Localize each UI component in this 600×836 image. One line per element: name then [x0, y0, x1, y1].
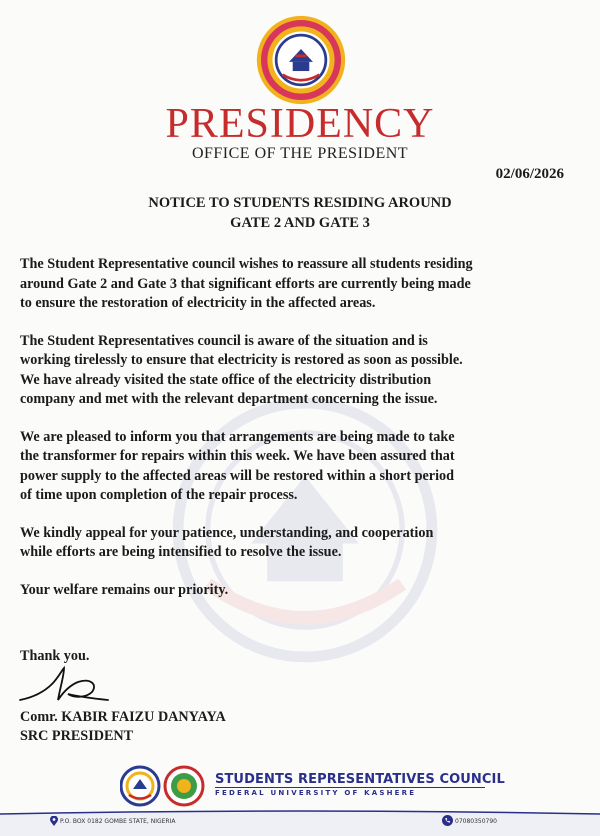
body-line: around Gate 2 and Gate 3 that significant efforts are currently being made [20, 275, 471, 292]
signature-mark [18, 664, 110, 708]
body-line: working tirelessly to ensure that electricity is restored as soon as possible. [20, 352, 463, 368]
body-line: power supply to the affected areas will be restored within a short period [20, 467, 455, 484]
presidency-heading: PRESIDENCY [165, 101, 435, 147]
footer-logos [120, 765, 210, 807]
body-line: to ensure the restoration of electricity in the affected areas. [20, 295, 376, 311]
office-subheading: OFFICE OF THE PRESIDENT [191, 145, 409, 162]
paragraph-priority [20, 581, 580, 601]
footer-address: P.O. BOX 0182 GOMBE STATE, NIGERIA [60, 818, 176, 825]
notice-body [20, 255, 580, 618]
body-line: The Student Representative council wishes to reassure all students residing [20, 256, 473, 272]
footer-phone: 07080350790 [455, 818, 497, 825]
signatory-role: SRC PRESIDENT [20, 728, 134, 744]
body-line: of time upon completion of the repair process. [20, 487, 298, 503]
paragraph-appeal [20, 524, 580, 563]
notice-date: 02/06/2026 [495, 166, 564, 182]
signatory [20, 708, 226, 746]
body-line: We have already visited the state office of the electricity distribution [20, 371, 432, 388]
body-line: the transformer for repairs within this week. We have been assured that [20, 448, 455, 464]
body-line: We kindly appeal for your patience, understanding, and cooperation [20, 524, 434, 541]
notice-title [0, 193, 600, 233]
notice-title-line: NOTICE TO STUDENTS RESIDING AROUND [148, 195, 452, 211]
body-line: The Student Representatives council is aware of the situation and is [20, 332, 428, 349]
paragraph-awareness [20, 332, 580, 410]
body-line: company and met with the relevant department concerning the issue. [20, 391, 438, 407]
thank-you: Thank you. [20, 648, 90, 664]
body-line: We are pleased to inform you that arrangements are being made to take [20, 428, 455, 445]
notice-title-line: GATE 2 AND GATE 3 [230, 215, 370, 231]
src-logo-icon [121, 767, 159, 805]
university-name: FEDERAL UNIVERSITY OF KASHERE [215, 789, 417, 797]
phone-icon [442, 815, 453, 826]
body-line: while efforts are being intensified to resolve the issue. [20, 544, 342, 560]
paragraph-reassurance [20, 255, 580, 314]
signatory-name: Comr. KABIR FAIZU DANYAYA [20, 709, 226, 725]
council-divider [215, 787, 485, 788]
university-logo-icon [165, 767, 203, 805]
body-line: Your welfare remains our priority. [20, 581, 229, 598]
location-pin-icon [50, 816, 58, 826]
paragraph-repairs [20, 428, 580, 506]
council-name: STUDENTS REPRESENTATIVES COUNCIL [215, 772, 505, 787]
presidency-seal-icon [255, 14, 347, 106]
